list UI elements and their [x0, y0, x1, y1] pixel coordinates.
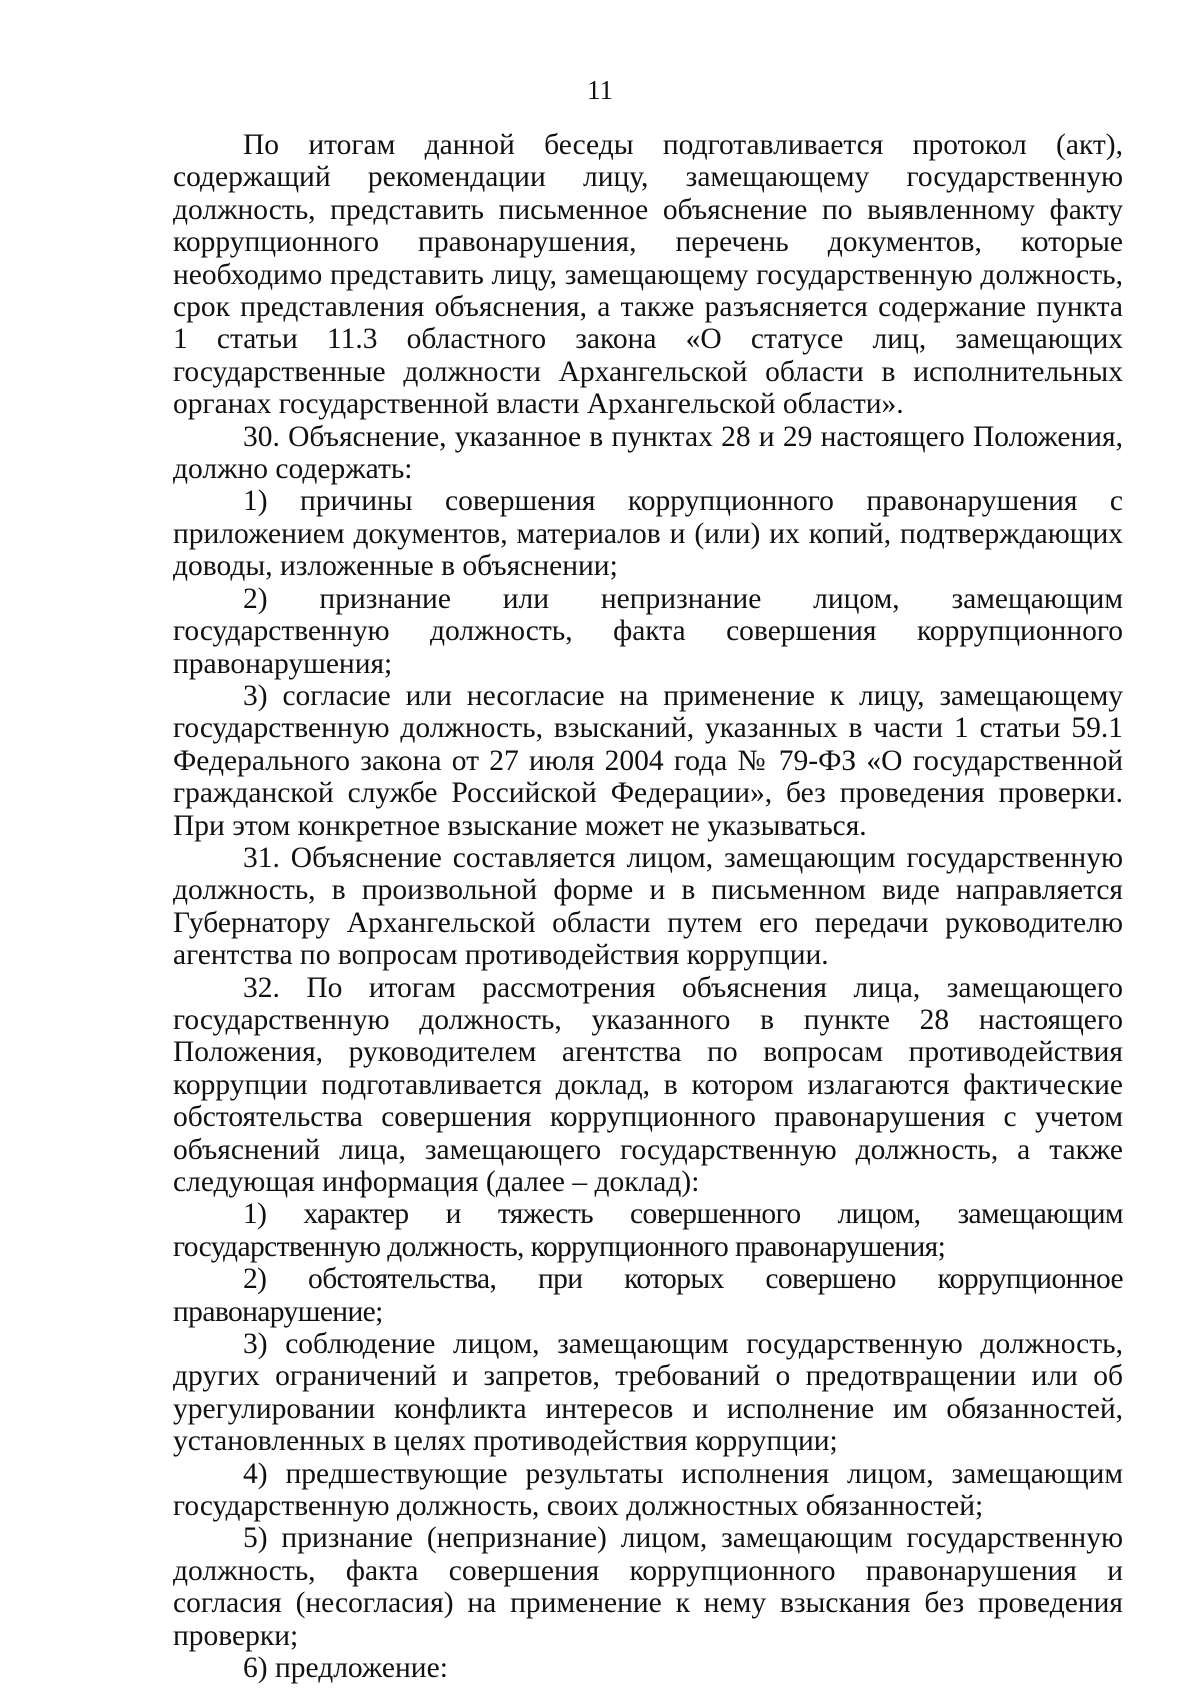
paragraph-32-item-4: 4) предшествующие результаты исполнения лицом, замещающим государственную должность, своих должностных обязанностей; [173, 1457, 1123, 1523]
paragraph-protocol: По итогам данной беседы подготавливается протокол (акт), содержащий рекомендации лицу, замещающему государственную должность, представить письменное объяснение по выявленному факту коррупционного правонарушения, перечень документов, которые необходимо представить лицу, замещающему государственную должность, срок представления объяснения, а также разъясняется содержание пункта 1 статьи 11.3 областного закона «О статусе лиц, замещающих государственные должности Архангельской области в исполнительных органах государственной власти Архангельской области». [173, 129, 1123, 421]
paragraph-32-item-6: 6) предложение: [243, 1652, 448, 1685]
paragraph-32-item-5: 5) признание (непризнание) лицом, замещающим государственную должность, факта совершения коррупционного правонарушения и согласия (несогласия) на применение к нему взыскания без проведения проверки; [173, 1522, 1123, 1652]
paragraph-30-item-2: 2) признание или непризнание лицом, замещающим государственную должность, факта совершения коррупционного правонарушения; [173, 582, 1123, 680]
paragraph-31: 31. Объяснение составляется лицом, замещающим государственную должность, в произвольной форме и в письменном виде направляется Губернатору Архангельской области путем его передачи руководителю агентства по вопросам противодействия коррупции. [173, 841, 1123, 972]
paragraph-30-item-1: 1) причины совершения коррупционного правонарушения с приложением документов, материалов и (или) их копий, подтверждающих доводы, изложенные в объяснении; [173, 485, 1123, 583]
paragraph-32: 32. По итогам рассмотрения объяснения лица, замещающего государственную должность, указанного в пункте 28 настоящего Положения, руководителем агентства по вопросам противодействия коррупции подготавливается доклад, в котором излагаются фактические обстоятельства совершения коррупционного правонарушения с учетом объяснений лица, замещающего государственную должность, а также следующая информация (далее – доклад): [173, 971, 1123, 1198]
paragraph-32-item-3: 3) соблюдение лицом, замещающим государственную должность, других ограничений и запретов, требований о предотвращении или об урегулировании конфликта интересов и исполнение им обязанностей, установленных в целях противодействия коррупции; [173, 1328, 1123, 1458]
paragraph-30-item-3: 3) согласие или несогласие на применение к лицу, замещающему государственную должность, взысканий, указанных в части 1 статьи 59.1 Федерального закона от 27 июля 2004 года № 79-ФЗ «О государственной гражданской службе Российской Федерации», без проведения проверки. При этом конкретное взыскание может не указываться. [173, 679, 1123, 842]
paragraph-32-item-1: 1) характер и тяжесть совершенного лицом, замещающим государственную должность, коррупционного правонарушения; [173, 1198, 1123, 1263]
paragraph-30: 30. Объяснение, указанное в пунктах 28 и 29 настоящего Положения, должно содержать: [173, 420, 1123, 486]
page-number: 11 [587, 75, 613, 105]
document-body [173, 129, 1123, 1685]
paragraph-32-item-2: 2) обстоятельства, при которых совершено коррупционное правонарушение; [173, 1263, 1123, 1328]
